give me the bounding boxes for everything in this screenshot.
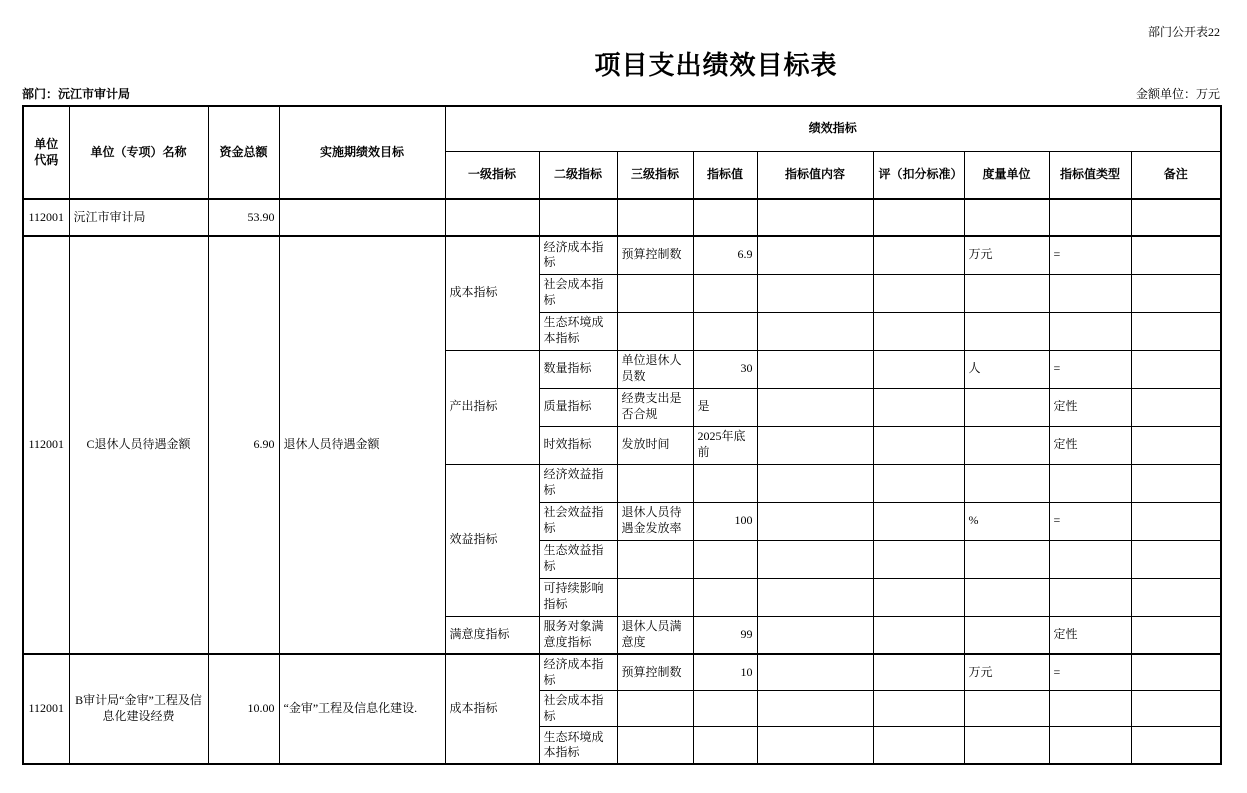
remark-cell <box>1131 274 1221 312</box>
measure-unit-cell <box>964 464 1049 502</box>
empty-cell <box>539 199 617 236</box>
value-content-cell <box>757 616 873 654</box>
level3-indicator-cell <box>617 274 693 312</box>
value-type-cell: = <box>1049 654 1131 691</box>
col-header-remark: 备注 <box>1131 151 1221 199</box>
remark-cell <box>1131 236 1221 274</box>
score-standard-cell <box>873 236 964 274</box>
value-content-cell <box>757 727 873 764</box>
level2-indicator-cell: 数量指标 <box>539 350 617 388</box>
remark-cell <box>1131 578 1221 616</box>
indicator-value-cell: 6.9 <box>693 236 757 274</box>
level2-indicator-cell: 服务对象满意度指标 <box>539 616 617 654</box>
remark-cell <box>1131 350 1221 388</box>
indicator-value-cell: 100 <box>693 502 757 540</box>
level3-indicator-cell <box>617 464 693 502</box>
level2-indicator-cell: 社会成本指标 <box>539 274 617 312</box>
value-type-cell <box>1049 312 1131 350</box>
col-header-measure-unit: 度量单位 <box>964 151 1049 199</box>
indicator-value-cell <box>693 274 757 312</box>
value-content-cell <box>757 426 873 464</box>
level3-indicator-cell <box>617 578 693 616</box>
score-standard-cell <box>873 350 964 388</box>
score-standard-cell <box>873 502 964 540</box>
level1-indicator-cell: 成本指标 <box>445 236 539 350</box>
level2-indicator-cell: 社会效益指标 <box>539 502 617 540</box>
period-target-cell <box>279 199 445 236</box>
project-b-row <box>23 654 1221 691</box>
project-c-row <box>23 236 1221 274</box>
indicator-value-cell <box>693 727 757 764</box>
remark-cell <box>1131 388 1221 426</box>
indicator-value-cell: 10 <box>693 654 757 691</box>
remark-cell <box>1131 540 1221 578</box>
col-header-period-target: 实施期绩效目标 <box>279 106 445 199</box>
indicator-value-cell: 2025年底前 <box>693 426 757 464</box>
unit-name-cell: C退休人员待遇金额 <box>69 236 208 654</box>
level1-indicator-cell: 成本指标 <box>445 654 539 764</box>
total-funds-cell: 53.90 <box>208 199 279 236</box>
measure-unit-cell <box>964 616 1049 654</box>
level3-indicator-cell <box>617 312 693 350</box>
level3-indicator-cell: 预算控制数 <box>617 236 693 274</box>
measure-unit-cell: 人 <box>964 350 1049 388</box>
empty-cell <box>445 199 539 236</box>
col-header-level1: 一级指标 <box>445 151 539 199</box>
remark-cell <box>1131 426 1221 464</box>
score-standard-cell <box>873 274 964 312</box>
level1-indicator-cell: 效益指标 <box>445 464 539 616</box>
measure-unit-cell <box>964 388 1049 426</box>
level2-indicator-cell: 社会成本指标 <box>539 691 617 727</box>
remark-cell <box>1131 691 1221 727</box>
score-standard-cell <box>873 312 964 350</box>
level2-indicator-cell: 生态环境成本指标 <box>539 312 617 350</box>
score-standard-cell <box>873 426 964 464</box>
period-target-cell: “金审”工程及信息化建设. <box>279 654 445 764</box>
empty-cell <box>693 199 757 236</box>
empty-cell <box>757 199 873 236</box>
value-type-cell: 定性 <box>1049 616 1131 654</box>
score-standard-cell <box>873 654 964 691</box>
col-header-unit-code: 单位代码 <box>23 106 69 199</box>
level2-indicator-cell: 经济效益指标 <box>539 464 617 502</box>
col-header-score-standard: 评（扣分标准） <box>873 151 964 199</box>
value-content-cell <box>757 654 873 691</box>
measure-unit-cell: 万元 <box>964 654 1049 691</box>
score-standard-cell <box>873 540 964 578</box>
score-standard-cell <box>873 616 964 654</box>
score-standard-cell <box>873 727 964 764</box>
indicator-value-cell: 99 <box>693 616 757 654</box>
indicator-value-cell: 是 <box>693 388 757 426</box>
level3-indicator-cell: 预算控制数 <box>617 654 693 691</box>
col-header-value-content: 指标值内容 <box>757 151 873 199</box>
department-label: 部门：沅江市审计局 <box>22 87 131 101</box>
level3-indicator-cell: 退休人员待遇金发放率 <box>617 502 693 540</box>
unit-code-cell: 112001 <box>23 199 69 236</box>
value-content-cell <box>757 540 873 578</box>
remark-cell <box>1131 464 1221 502</box>
unit-name-cell: B审计局“金审”工程及信息化建设经费 <box>69 654 208 764</box>
indicator-value-cell <box>693 312 757 350</box>
value-content-cell <box>757 464 873 502</box>
col-header-total-funds: 资金总额 <box>208 106 279 199</box>
measure-unit-cell <box>964 426 1049 464</box>
indicator-value-cell: 30 <box>693 350 757 388</box>
level3-indicator-cell <box>617 727 693 764</box>
empty-cell <box>617 199 693 236</box>
empty-cell <box>1131 199 1221 236</box>
measure-unit-cell <box>964 274 1049 312</box>
empty-cell <box>964 199 1049 236</box>
score-standard-cell <box>873 464 964 502</box>
col-header-level2: 二级指标 <box>539 151 617 199</box>
level2-indicator-cell: 经济成本指标 <box>539 236 617 274</box>
col-header-value-type: 指标值类型 <box>1049 151 1131 199</box>
value-type-cell <box>1049 274 1131 312</box>
level3-indicator-cell: 经费支出是否合规 <box>617 388 693 426</box>
measure-unit-cell <box>964 578 1049 616</box>
performance-targets-table <box>22 105 1222 765</box>
total-funds-cell: 6.90 <box>208 236 279 654</box>
indicator-value-cell <box>693 464 757 502</box>
score-standard-cell <box>873 578 964 616</box>
summary-row <box>23 199 1221 236</box>
level2-indicator-cell: 生态环境成本指标 <box>539 727 617 764</box>
period-target-cell: 退休人员待遇金额 <box>279 236 445 654</box>
measure-unit-cell: % <box>964 502 1049 540</box>
remark-cell <box>1131 502 1221 540</box>
level2-indicator-cell: 经济成本指标 <box>539 654 617 691</box>
value-content-cell <box>757 350 873 388</box>
remark-cell <box>1131 616 1221 654</box>
value-content-cell <box>757 388 873 426</box>
value-type-cell: 定性 <box>1049 388 1131 426</box>
col-header-level3: 三级指标 <box>617 151 693 199</box>
value-type-cell: = <box>1049 236 1131 274</box>
measure-unit-cell <box>964 540 1049 578</box>
value-content-cell <box>757 312 873 350</box>
unit-code-cell: 112001 <box>23 654 69 764</box>
value-content-cell <box>757 502 873 540</box>
indicator-value-cell <box>693 691 757 727</box>
measure-unit-cell <box>964 727 1049 764</box>
indicator-value-cell <box>693 578 757 616</box>
level3-indicator-cell <box>617 540 693 578</box>
value-type-cell <box>1049 578 1131 616</box>
value-type-cell: = <box>1049 350 1131 388</box>
level1-indicator-cell: 满意度指标 <box>445 616 539 654</box>
level3-indicator-cell: 退休人员满意度 <box>617 616 693 654</box>
value-content-cell <box>757 578 873 616</box>
value-type-cell: = <box>1049 502 1131 540</box>
measure-unit-cell <box>964 312 1049 350</box>
value-content-cell <box>757 691 873 727</box>
level3-indicator-cell <box>617 691 693 727</box>
amount-unit-label: 金额单位：万元 <box>1135 87 1220 101</box>
level2-indicator-cell: 生态效益指标 <box>539 540 617 578</box>
unit-code-cell: 112001 <box>23 236 69 654</box>
level2-indicator-cell: 时效指标 <box>539 426 617 464</box>
col-header-performance-group: 绩效指标 <box>445 106 1221 151</box>
remark-cell <box>1131 727 1221 764</box>
unit-name-cell: 沅江市审计局 <box>69 199 208 236</box>
col-header-unit-name: 单位（专项）名称 <box>69 106 208 199</box>
level2-indicator-cell: 质量指标 <box>539 388 617 426</box>
level2-indicator-cell: 可持续影响指标 <box>539 578 617 616</box>
level3-indicator-cell: 单位退休人员数 <box>617 350 693 388</box>
level1-indicator-cell: 产出指标 <box>445 350 539 464</box>
page-title: 项目支出绩效目标表 <box>594 51 838 80</box>
value-type-cell: 定性 <box>1049 426 1131 464</box>
value-content-cell <box>757 274 873 312</box>
empty-cell <box>873 199 964 236</box>
sheet-number-label: 部门公开表22 <box>1147 25 1220 39</box>
value-type-cell <box>1049 464 1131 502</box>
value-type-cell <box>1049 727 1131 764</box>
value-content-cell <box>757 236 873 274</box>
empty-cell <box>1049 199 1131 236</box>
indicator-value-cell <box>693 540 757 578</box>
remark-cell <box>1131 654 1221 691</box>
value-type-cell <box>1049 691 1131 727</box>
measure-unit-cell: 万元 <box>964 236 1049 274</box>
measure-unit-cell <box>964 691 1049 727</box>
col-header-value: 指标值 <box>693 151 757 199</box>
remark-cell <box>1131 312 1221 350</box>
score-standard-cell <box>873 388 964 426</box>
score-standard-cell <box>873 691 964 727</box>
total-funds-cell: 10.00 <box>208 654 279 764</box>
level3-indicator-cell: 发放时间 <box>617 426 693 464</box>
value-type-cell <box>1049 540 1131 578</box>
